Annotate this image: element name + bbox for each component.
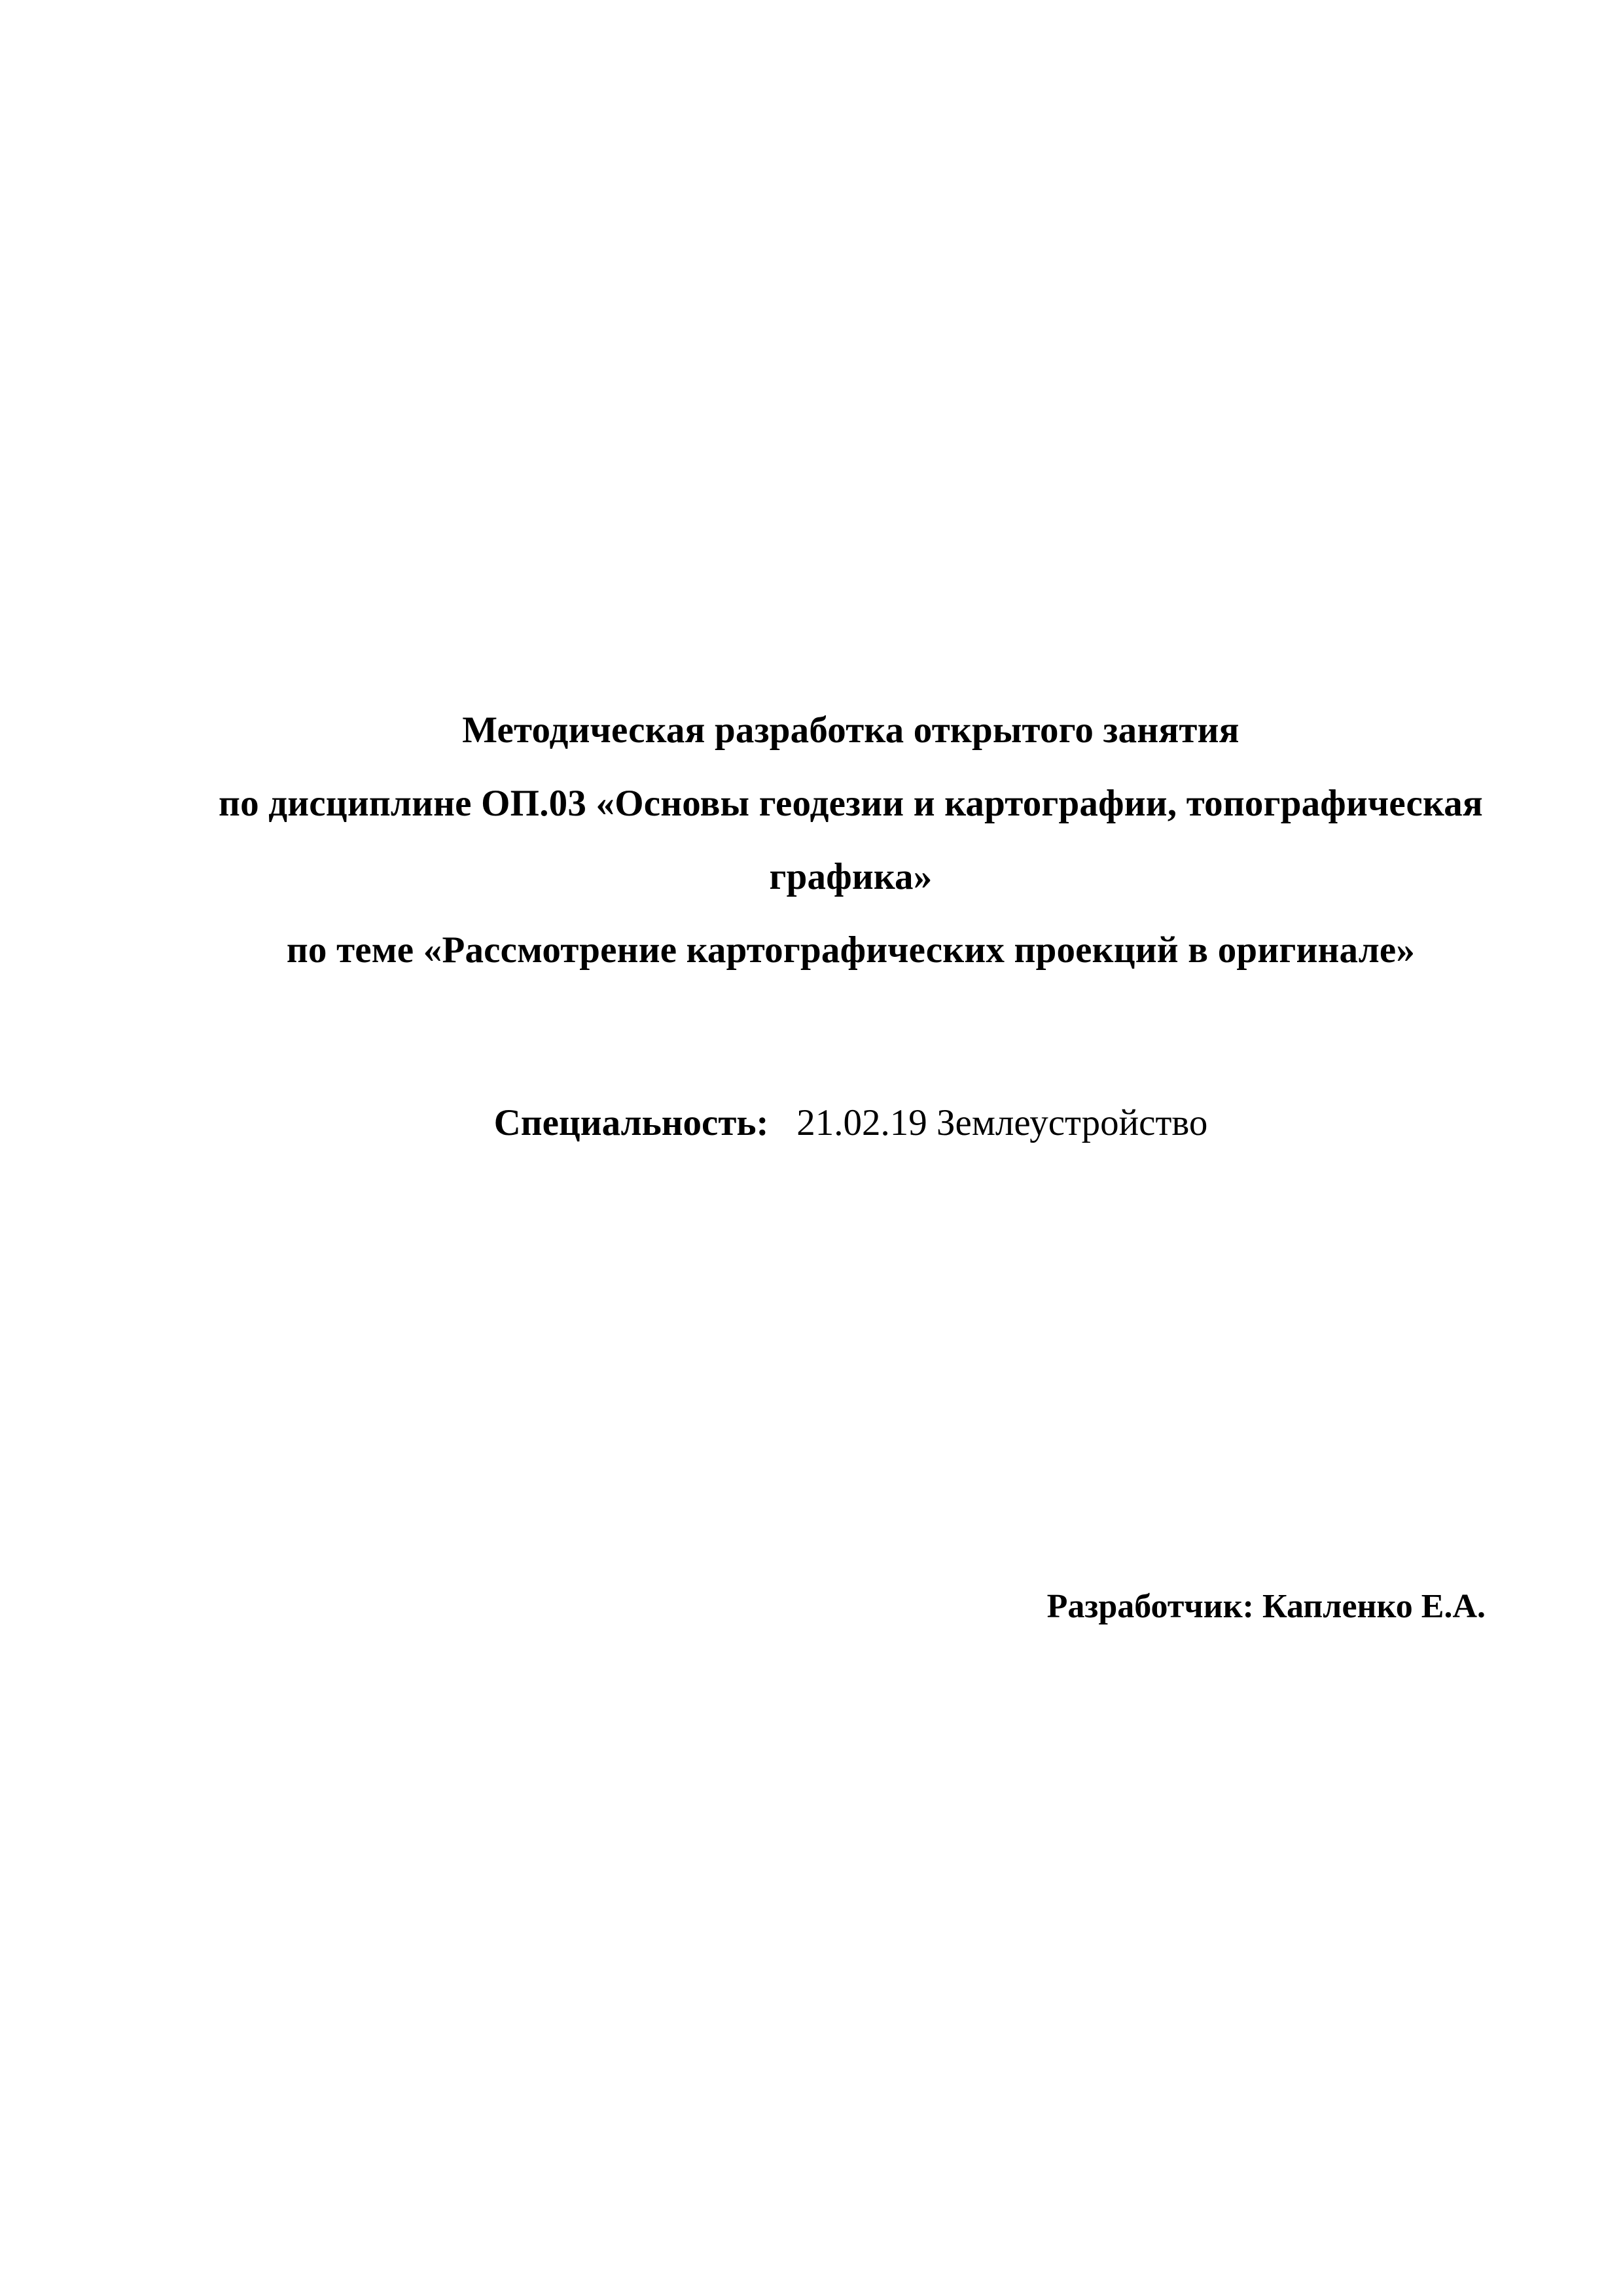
title-line-1: Методическая разработка открытого занятия [462,709,1240,751]
specialty-label: Специальность: [493,1102,769,1143]
author-line: Разработчик: Капленко Е.А. [1046,1588,1486,1625]
specialty-block [216,1097,1486,1149]
title-line-2: по дисциплине ОП.03 «Основы геодезии и картографии, топографическая [219,783,1483,824]
title-page-text-block [216,694,1486,1149]
title-line-4: по теме «Рассмотрение картографических проекций в оригинале» [286,929,1416,971]
specialty-value: 21.02.19 Землеустройство [796,1102,1208,1143]
title-line-3: графика» [769,856,933,897]
